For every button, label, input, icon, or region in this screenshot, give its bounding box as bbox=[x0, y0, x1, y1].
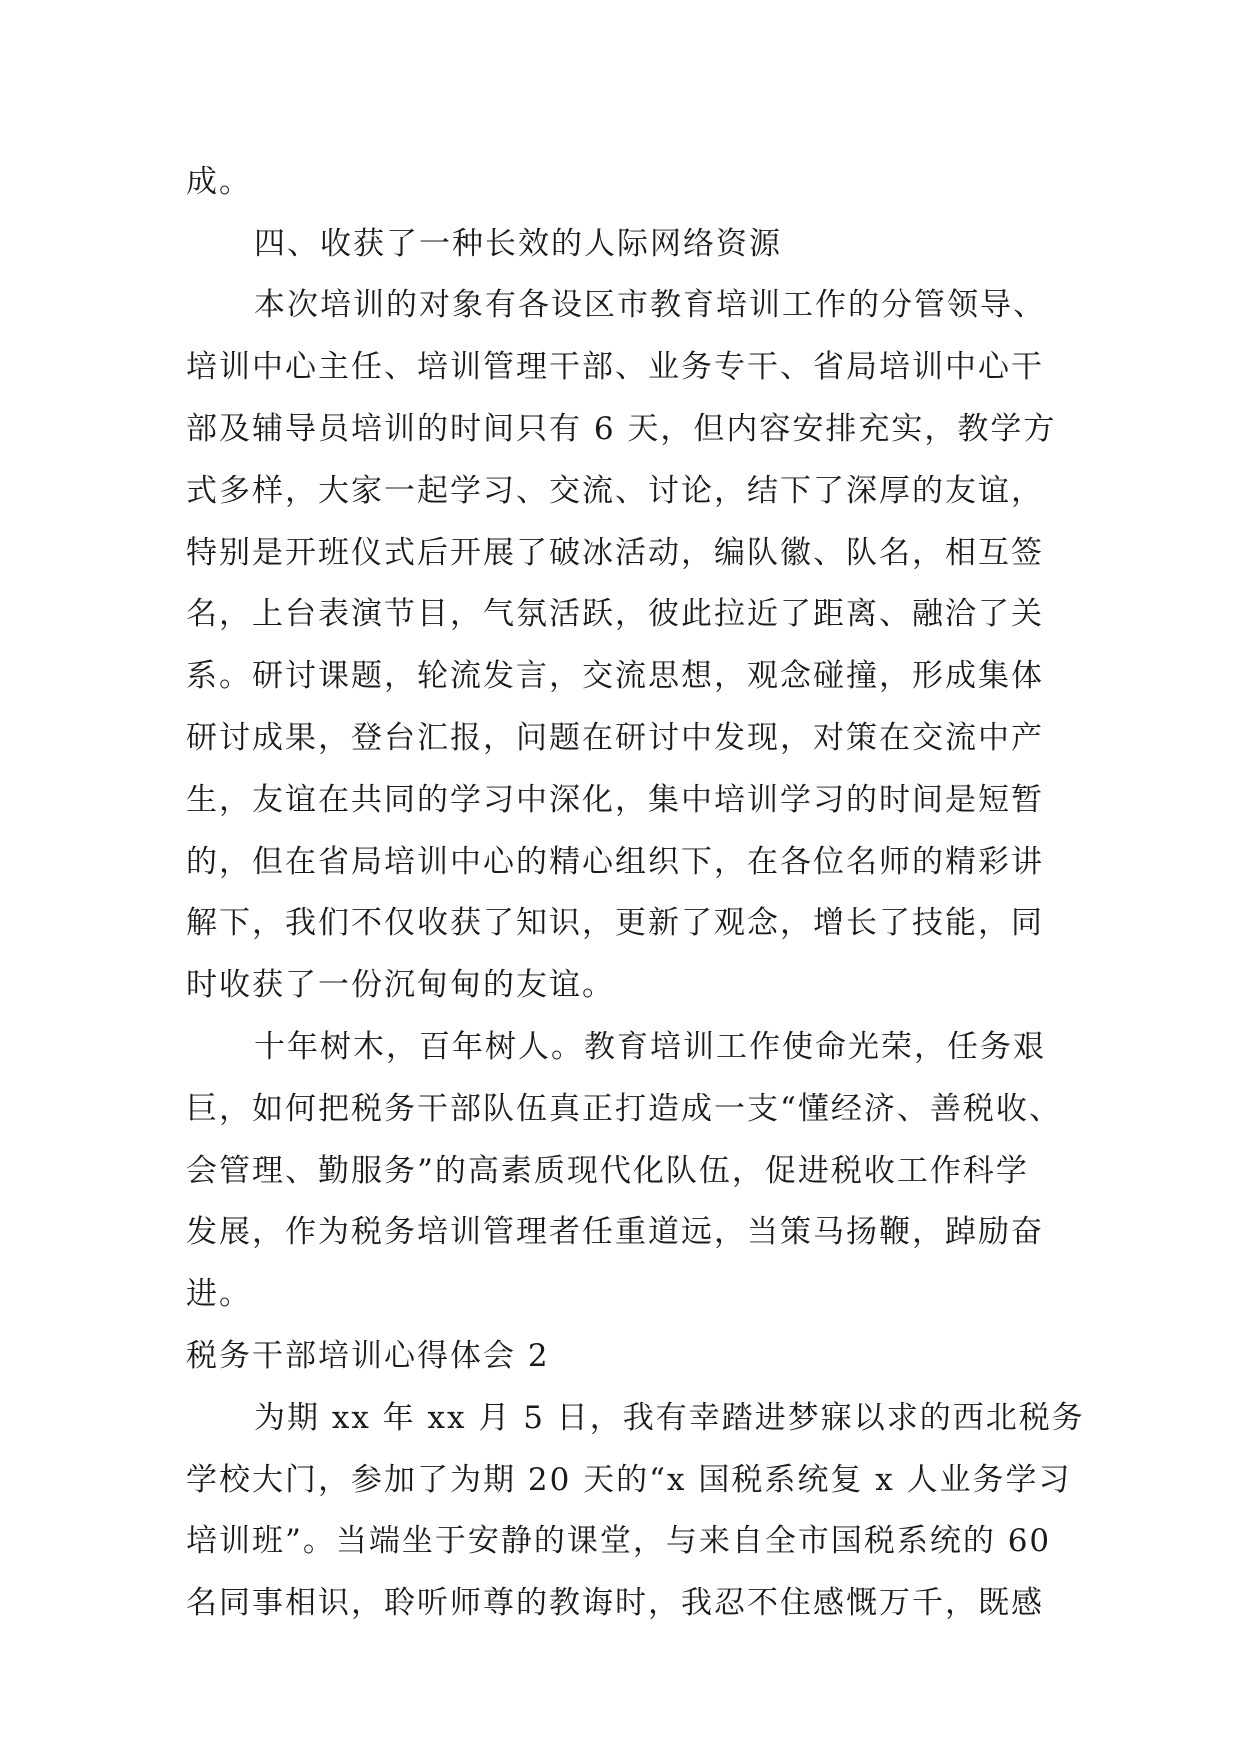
text-line: 十年树木，百年树人。教育培训工作使命光荣，任务艰 bbox=[254, 1029, 1046, 1065]
text-line: 系。研讨课题，轮流发言，交流思想，观念碰撞，形成集体 bbox=[186, 658, 1044, 694]
section-heading: 四、收获了一种长效的人际网络资源 bbox=[254, 226, 782, 262]
text-line: 本次培训的对象有各设区市教育培训工作的分管领导、 bbox=[254, 287, 1046, 323]
text-line: 部及辅导员培训的时间只有 6 天，但内容安排充实，教学方 bbox=[186, 411, 1057, 447]
text-line: 的，但在省局培训中心的精心组织下，在各位名师的精彩讲 bbox=[186, 844, 1044, 880]
text-line: 巨，如何把税务干部队伍真正打造成一支“懂经济、善税收、 bbox=[186, 1091, 1062, 1127]
text-line: 为期 xx 年 xx 月 5 日，我有幸踏进梦寐以求的西北税务 bbox=[254, 1400, 1085, 1436]
text-line: 特别是开班仪式后开展了破冰活动，编队徽、队名，相互签 bbox=[186, 535, 1044, 571]
text-line: 研讨成果，登台汇报，问题在研讨中发现，对策在交流中产 bbox=[186, 720, 1044, 756]
text-line: 会管理、勤服务”的高素质现代化队伍，促进税收工作科学 bbox=[186, 1153, 1029, 1189]
text-line: 名，上台表演节目，气氛活跃，彼此拉近了距离、融洽了关 bbox=[186, 596, 1044, 632]
text-line: 生，友谊在共同的学习中深化，集中培训学习的时间是短暂 bbox=[186, 782, 1044, 818]
text-line: 解下，我们不仅收获了知识，更新了观念，增长了技能，同 bbox=[186, 905, 1044, 941]
article-title: 税务干部培训心得体会 2 bbox=[186, 1338, 550, 1374]
text-line: 式多样，大家一起学习、交流、讨论，结下了深厚的友谊， bbox=[186, 473, 1044, 509]
text-line: 名同事相识，聆听师尊的教诲时，我忍不住感慨万千，既感 bbox=[186, 1585, 1044, 1621]
text-line: 成。 bbox=[186, 164, 252, 200]
text-line: 学校大门，参加了为期 20 天的“x 国税系统复 x 人业务学习 bbox=[186, 1462, 1072, 1498]
text-line: 培训中心主任、培训管理干部、业务专干、省局培训中心干 bbox=[186, 349, 1044, 385]
text-line: 时收获了一份沉甸甸的友谊。 bbox=[186, 967, 615, 1003]
text-line: 培训班”。当端坐于安静的课堂，与来自全市国税系统的 60 bbox=[186, 1523, 1052, 1559]
text-line: 发展，作为税务培训管理者任重道远，当策马扬鞭，踔励奋 bbox=[186, 1214, 1044, 1250]
text-line: 进。 bbox=[186, 1276, 252, 1312]
